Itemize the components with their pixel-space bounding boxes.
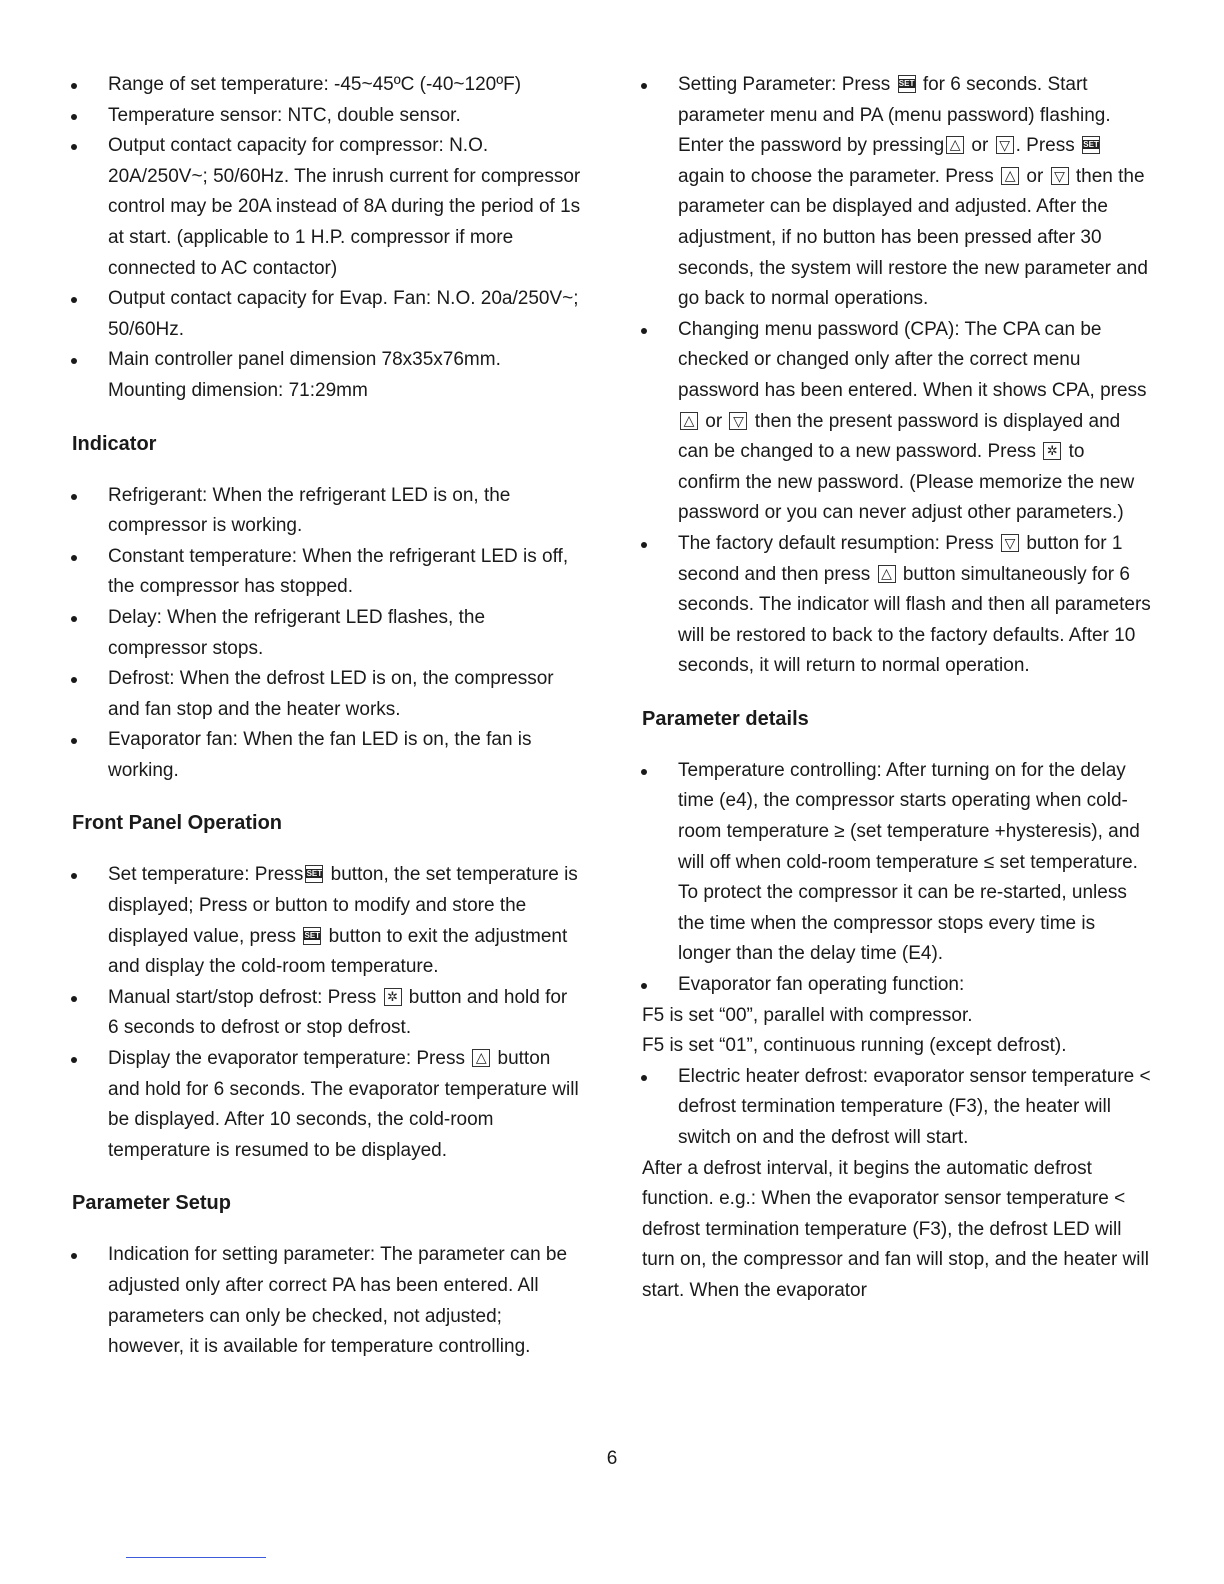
item-text: button and hold for 6 seconds to defrost or stop defrost.: [108, 986, 568, 1039]
down-key-icon: [729, 412, 747, 430]
f5-setting-01: F5 is set “01”, continuous running (except defrost).: [642, 1035, 1067, 1057]
front-panel-heading: Front Panel Operation: [72, 812, 283, 835]
set-key-icon: [305, 865, 323, 883]
item-text: or: [705, 410, 723, 432]
footnote-divider: [126, 1557, 266, 1558]
list-item: Evaporator fan: When the fan LED is on, the fan is working.: [72, 725, 582, 786]
list-item: Electric heater defrost: evaporator sensor temperature < defrost termination temperature (F3), the heater will switch on and the defrost will start.: [642, 1062, 1152, 1154]
list-item: [642, 529, 1152, 682]
list-item: Range of set temperature: -45~45ºC (-40~120ºF): [72, 70, 582, 101]
list-item: Output contact capacity for compressor: N.O. 20A/250V~; 50/60Hz. The inrush current for compressor control may be 20A instead of 8A during the period of 1s at start. (applicable to 1 H.P. compressor if more connected to AC contactor): [72, 131, 582, 284]
parameter-setup-heading: Parameter Setup: [72, 1192, 231, 1215]
list-item: Refrigerant: When the refrigerant LED is on, the compressor is working.: [72, 481, 582, 542]
item-text: Changing menu password (CPA): The CPA can be checked or changed only after the correct menu password has been entered. When it shows CPA, press: [678, 318, 1147, 401]
list-item: [72, 860, 582, 982]
set-key-icon: [1082, 136, 1100, 154]
page-number: 6: [606, 1448, 618, 1469]
list-item: Constant temperature: When the refrigerant LED is off, the compressor has stopped.: [72, 542, 582, 603]
item-text: then the parameter can be displayed and adjusted. After the adjustment, if no button has been pressed after 30 seconds, the system will restore the new parameter and go back to normal operations.: [678, 165, 1148, 310]
item-text: button simultaneously for 6 seconds. The indicator will flash and then all parameters will be restored to back to the factory defaults. After 10 seconds, it will return to normal operation.: [678, 563, 1151, 677]
item-text: button for 1 second and then press: [678, 532, 1123, 585]
item-text: . Press: [1015, 135, 1075, 157]
down-key-icon: [1051, 167, 1069, 185]
item-text: button and hold for 6 seconds. The evaporator temperature will be displayed. After 10 seconds, the cold-room temperature is resumed to be displayed.: [108, 1048, 579, 1161]
list-item: [72, 1044, 582, 1166]
set-key-icon: [303, 927, 321, 945]
indicator-heading: Indicator: [72, 432, 157, 455]
list-item: [642, 70, 1152, 315]
item-text: or: [971, 135, 989, 157]
up-key-icon: [472, 1049, 490, 1067]
item-text: The factory default resumption: Press: [678, 532, 994, 554]
specs-list: [72, 70, 582, 407]
parameter-setup-list: [72, 1240, 582, 1362]
item-text: Manual start/stop defrost: Press: [108, 986, 377, 1008]
defrost-key-icon: [1043, 442, 1061, 460]
item-text: Set temperature: Press: [108, 864, 304, 886]
list-item: Temperature sensor: NTC, double sensor.: [72, 101, 582, 132]
list-item: Output contact capacity for Evap. Fan: N.O. 20a/250V~; 50/60Hz.: [72, 284, 582, 345]
defrost-key-icon: [384, 988, 402, 1006]
indicator-list: [72, 481, 582, 787]
parameter-procedure-list: [642, 70, 1152, 682]
down-key-icon: [1001, 534, 1019, 552]
item-text: button, the set temperature is displayed; Press or button to modify and store the displayed value, press: [108, 864, 578, 947]
up-key-icon: [680, 412, 698, 430]
front-panel-list: [72, 860, 582, 1166]
list-item: Temperature controlling: After turning on for the delay time (e4), the compressor starts operating when cold-room temperature ≥ (set temperature +hysteresis), and will off when cold-room temperature ≤ set temperature. To protect the compressor it can be re-started, unless the time when the compressor stops every time is longer than the delay time (E4).: [642, 756, 1152, 970]
list-item: Indication for setting parameter: The parameter can be adjusted only after correct PA has been entered. All parameters can only be checked, not adjusted; however, it is available for temperature controlling.: [72, 1240, 582, 1362]
item-text: then the present password is displayed and can be changed to a new password. Press: [678, 410, 1121, 463]
item-text: again to choose the parameter. Press: [678, 165, 994, 187]
list-item: Delay: When the refrigerant LED flashes, the compressor stops.: [72, 603, 582, 664]
item-text: button to exit the adjustment and display the cold-room temperature.: [108, 925, 568, 978]
up-key-icon: [878, 565, 896, 583]
item-text: for 6 seconds. Start parameter menu and PA (menu password) flashing. Enter the password by pressing: [678, 74, 1111, 157]
list-item: Main controller panel dimension 78x35x76mm. Mounting dimension: 71:29mm: [72, 345, 582, 406]
heater-defrost-list: [642, 1062, 1152, 1154]
up-key-icon: [1001, 167, 1019, 185]
up-key-icon: [946, 136, 964, 154]
set-key-icon: [898, 75, 916, 93]
item-text: Display the evaporator temperature: Press: [108, 1048, 465, 1070]
parameter-details-heading: Parameter details: [642, 707, 809, 730]
list-item: Evaporator fan operating function:: [642, 970, 1152, 1001]
list-item: [642, 315, 1152, 529]
down-key-icon: [996, 136, 1014, 154]
list-item: Defrost: When the defrost LED is on, the compressor and fan stop and the heater works.: [72, 664, 582, 725]
parameter-details-list: [642, 756, 1152, 1001]
right-column: [642, 70, 1152, 1307]
item-text: Setting Parameter: Press: [678, 74, 891, 95]
item-text: to confirm the new password. (Please memorize the new password or you can never adjust other parameters.): [678, 441, 1135, 524]
list-item: [72, 983, 582, 1044]
left-column: [72, 70, 582, 1363]
item-text: or: [1026, 165, 1044, 187]
f5-setting-00: F5 is set “00”, parallel with compressor.: [642, 1004, 973, 1026]
defrost-paragraph: After a defrost interval, it begins the automatic defrost function. e.g.: When the evaporator sensor temperature < defrost termination temperature (F3), the defrost LED will turn on, the compressor and fan will stop, and the heater will start. When the evaporator: [642, 1157, 1149, 1301]
